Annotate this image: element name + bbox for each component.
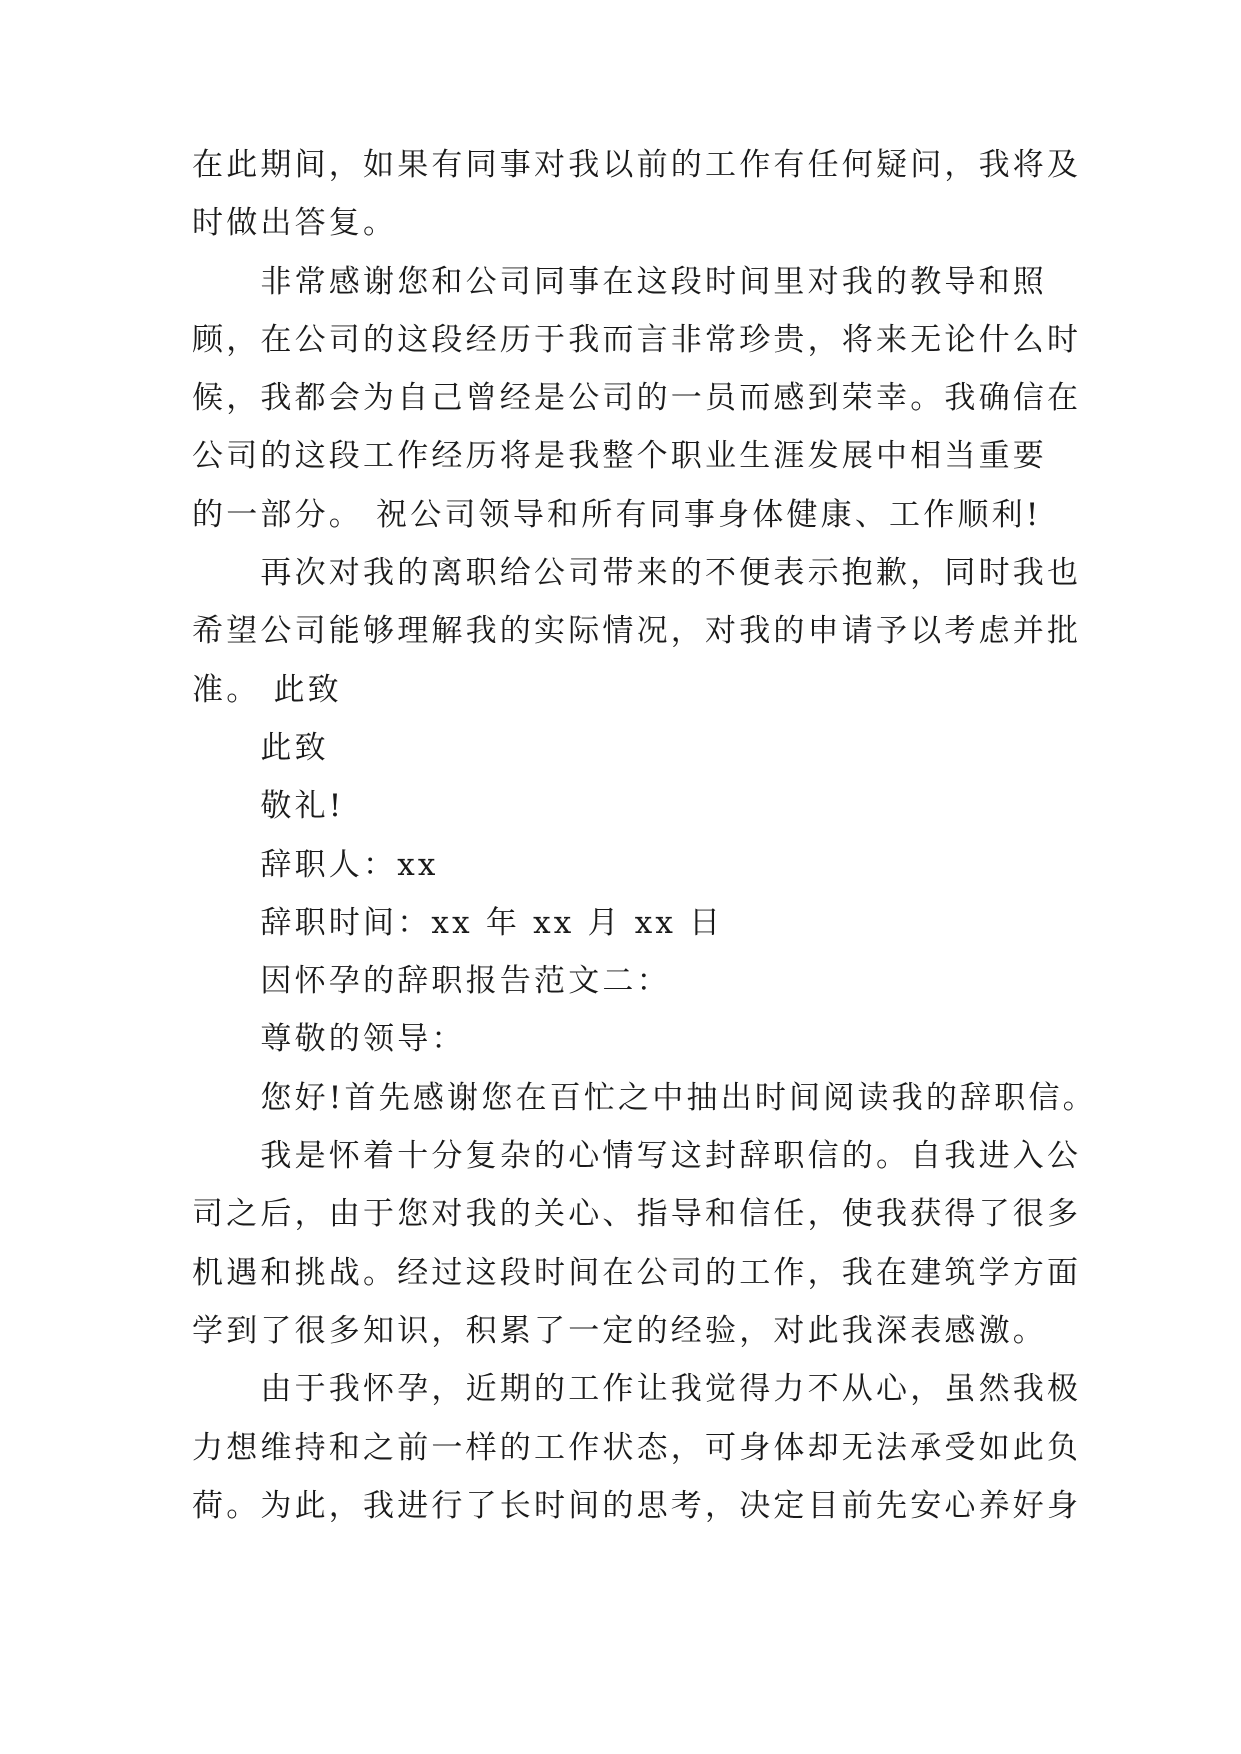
text-line: 在此期间，如果有同事对我以前的工作有任何疑问，我将及 (192, 147, 1082, 183)
text-line: 您好!首先感谢您在百忙之中抽出时间阅读我的辞职信。 (192, 1079, 1097, 1116)
text-line: 时做出答复。 (192, 205, 398, 242)
text-line: 力想维持和之前一样的工作状态，可身体却无法承受如此负 (192, 1429, 1082, 1466)
text-line: 再次对我的离职给公司带来的不便表示抱歉，同时我也 (192, 555, 1082, 592)
resignation-date-line: 辞职时间：xx 年 xx 月 xx 日 (192, 904, 724, 941)
letter-body (192, 136, 1097, 1535)
text-line: 候，我都会为自己曾经是公司的一员而感到荣幸。我确信在 (192, 380, 1082, 417)
text-line: 非常感谢您和公司同事在这段时间里对我的教导和照 (192, 263, 1047, 300)
text-line: 希望公司能够理解我的实际情况，对我的申请予以考虑并批 (192, 613, 1082, 650)
closing-line: 此致 (192, 729, 329, 766)
text-line: 我是怀着十分复杂的心情写这封辞职信的。自我进入公 (192, 1138, 1082, 1175)
text-line: 司之后，由于您对我的关心、指导和信任，使我获得了很多 (192, 1196, 1082, 1233)
text-line: 准。 此致 (192, 671, 342, 708)
text-line: 公司的这段工作经历将是我整个职业生涯发展中相当重要 (192, 438, 1047, 475)
text-line: 顾，在公司的这段经历于我而言非常珍贵，将来无论什么时 (192, 321, 1082, 358)
resigner-line: 辞职人：xx (192, 846, 439, 883)
text-line: 机遇和挑战。经过这段时间在公司的工作，我在建筑学方面 (192, 1254, 1082, 1291)
greeting-line: 尊敬的领导： (192, 1021, 466, 1058)
text-line: 由于我怀孕，近期的工作让我觉得力不从心，虽然我极 (192, 1371, 1082, 1408)
section-heading: 因怀孕的辞职报告范文二： (192, 963, 671, 1000)
salutation-line: 敬礼! (192, 788, 345, 825)
text-line: 的一部分。 祝公司领导和所有同事身体健康、工作顺利! (192, 496, 1042, 533)
text-line: 荷。为此，我进行了长时间的思考，决定目前先安心养好身 (192, 1487, 1082, 1524)
text-line: 学到了很多知识，积累了一定的经验，对此我深表感激。 (192, 1312, 1047, 1349)
